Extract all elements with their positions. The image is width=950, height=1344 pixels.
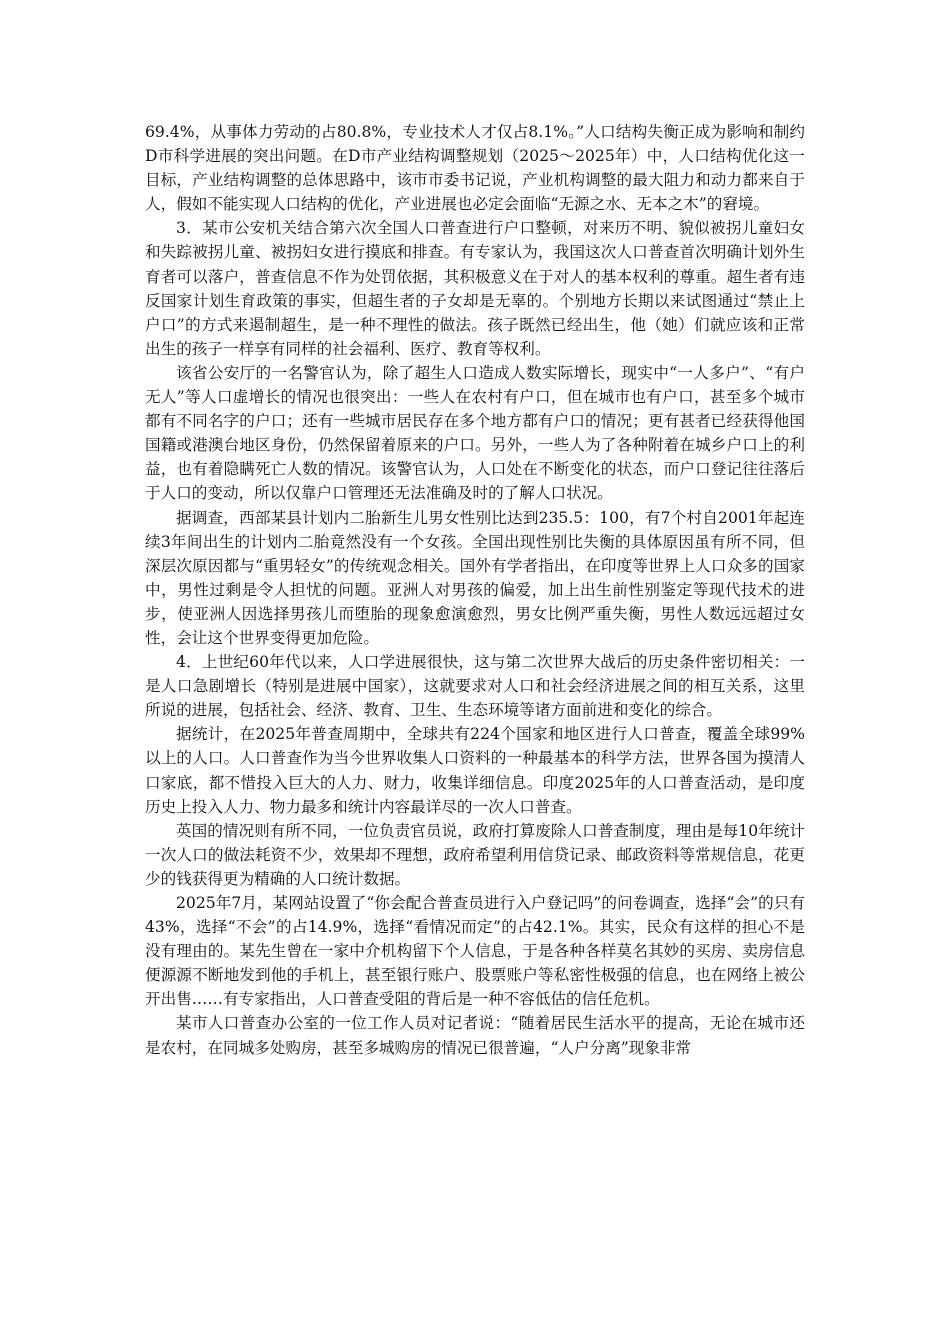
paragraph-item-4: 4．上世纪60年代以来，人口学进展很快，这与第二次世界大战后的历史条件密切相关：一是人口急剧增长（特别是进展中国家），这就要求对人口和社会经济进展之间的相互关系，这里所说的进展，包括社会、经济、教育、卫生、生态环境等诸方面前进和变化的综合。	[145, 653, 805, 720]
paragraph-item-3: 3．某市公安机关结合第六次全国人口普查进行户口整顿，对来历不明、貌似被拐儿童妇女和失踪被拐儿童、被拐妇女进行摸底和排查。有专家认为，我国这次人口普查首次明确计划外生育者可以落户，普查信息不作为处罚依据，其积极意义在于对人的基本权利的尊重。超生者有违反国家计划生育政策的事实，但超生者的子女却是无辜的。个别地方长期以来试图通过“禁止上户口”的方式来遏制超生，是一种不理性的做法。孩子既然已经出生，他（她）们就应该和正常出生的孩子一样享有同样的社会福利、医疗、教育等权利。	[145, 219, 805, 358]
paragraph-continuation: 69.4%，从事体力劳动的占80.8%，专业技术人才仅占8.1%。”人口结构失衡正成为影响和制约D市科学进展的突出问题。在D市产业结构调整规划（2025～2025年）中，人口结构优化这一目标，产业结构调整的总体思路中，该市市委书记说，产业机构调整的最大阻力和动力都来自于人，假如不能实现人口结构的优化，产业进展也必定会面临“无源之水、无本之木”的窘境。	[145, 123, 805, 214]
paragraph-survey: 2025年7月，某网站设置了“你会配合普查员进行入户登记吗”的问卷调查，选择“会”的只有43%，选择“不会”的占14.9%，选择“看情况而定”的占42.1%。其实，民众有这样的担心不是没有理由的。某先生曾在一家中介机构留下个人信息，于是各种各样莫名其妙的买房、卖房信息便源源不断地发到他的手机上，甚至银行账户、股票账户等私密性极强的信息，也在网络上被公开出售……有专家指出，人口普查受阻的背后是一种不容低估的信任危机。	[145, 894, 805, 1009]
paragraph-police-officer: 该省公安厅的一名警官认为，除了超生人口造成人数实际增长，现实中“一人多户”、“有户无人”等人口虚增长的情况也很突出：一些人在农村有户口，但在城市也有户口，甚至多个城市都有不同名字的户口；还有一些城市居民存在多个地方都有户口的情况；更有甚者已经获得他国国籍或港澳台地区身份，仍然保留着原来的户口。另外，一些人为了各种附着在城乡户口上的利益，也有着隐瞒死亡人数的情况。该警官认为，人口处在不断变化的状态，而户口登记往往落后于人口的变动，所以仅靠户口管理还无法准确及时的了解人口状况。	[145, 363, 805, 503]
paragraph-global-census: 据统计，在2025年普查周期中，全球共有224个国家和地区进行人口普查，覆盖全球99%以上的人口。人口普查作为当今世界收集人口资料的一种最基本的科学方法，世界各国为摸清人口家底，都不惜投入巨大的人力、财力，收集详细信息。印度2025年的人口普查活动，是印度历史上投入人力、物力最多和统计内容最详尽的一次人口普查。	[145, 725, 805, 816]
paragraph-uk-census: 英国的情况则有所不同，一位负责官员说，政府打算废除人口普查制度，理由是每10年统计一次人口的做法耗资不少，效果却不理想，政府希望利用信贷记录、邮政资料等常规信息，花更少的钱获得更为精确的人口统计数据。	[145, 821, 805, 888]
paragraph-sex-ratio: 据调查，西部某县计划内二胎新生儿男女性别比达到235.5：100，有7个村自2001年起连续3年间出生的计划内二胎竟然没有一个女孩。全国出现性别比失衡的具体原因虽有所不同，但深层次原因都与“重男轻女”的传统观念相关。国外有学者指出，在印度等世界上人口众多的国家中，男性过剩是令人担忧的问题。亚洲人对男孩的偏爱，加上出生前性别鉴定等现代技术的进步，使亚洲人因选择男孩儿而堕胎的现象愈演愈烈，男女比例严重失衡，男性人数远远超过女性，会让这个世界变得更加危险。	[145, 508, 805, 647]
paragraph-census-office: 某市人口普查办公室的一位工作人员对记者说：“随着居民生活水平的提高，无论在城市还是农村，在同城多处购房，甚至多城购房的情况已很普遍，“人户分离”现象非常	[145, 1014, 805, 1057]
document-page	[145, 120, 805, 1060]
